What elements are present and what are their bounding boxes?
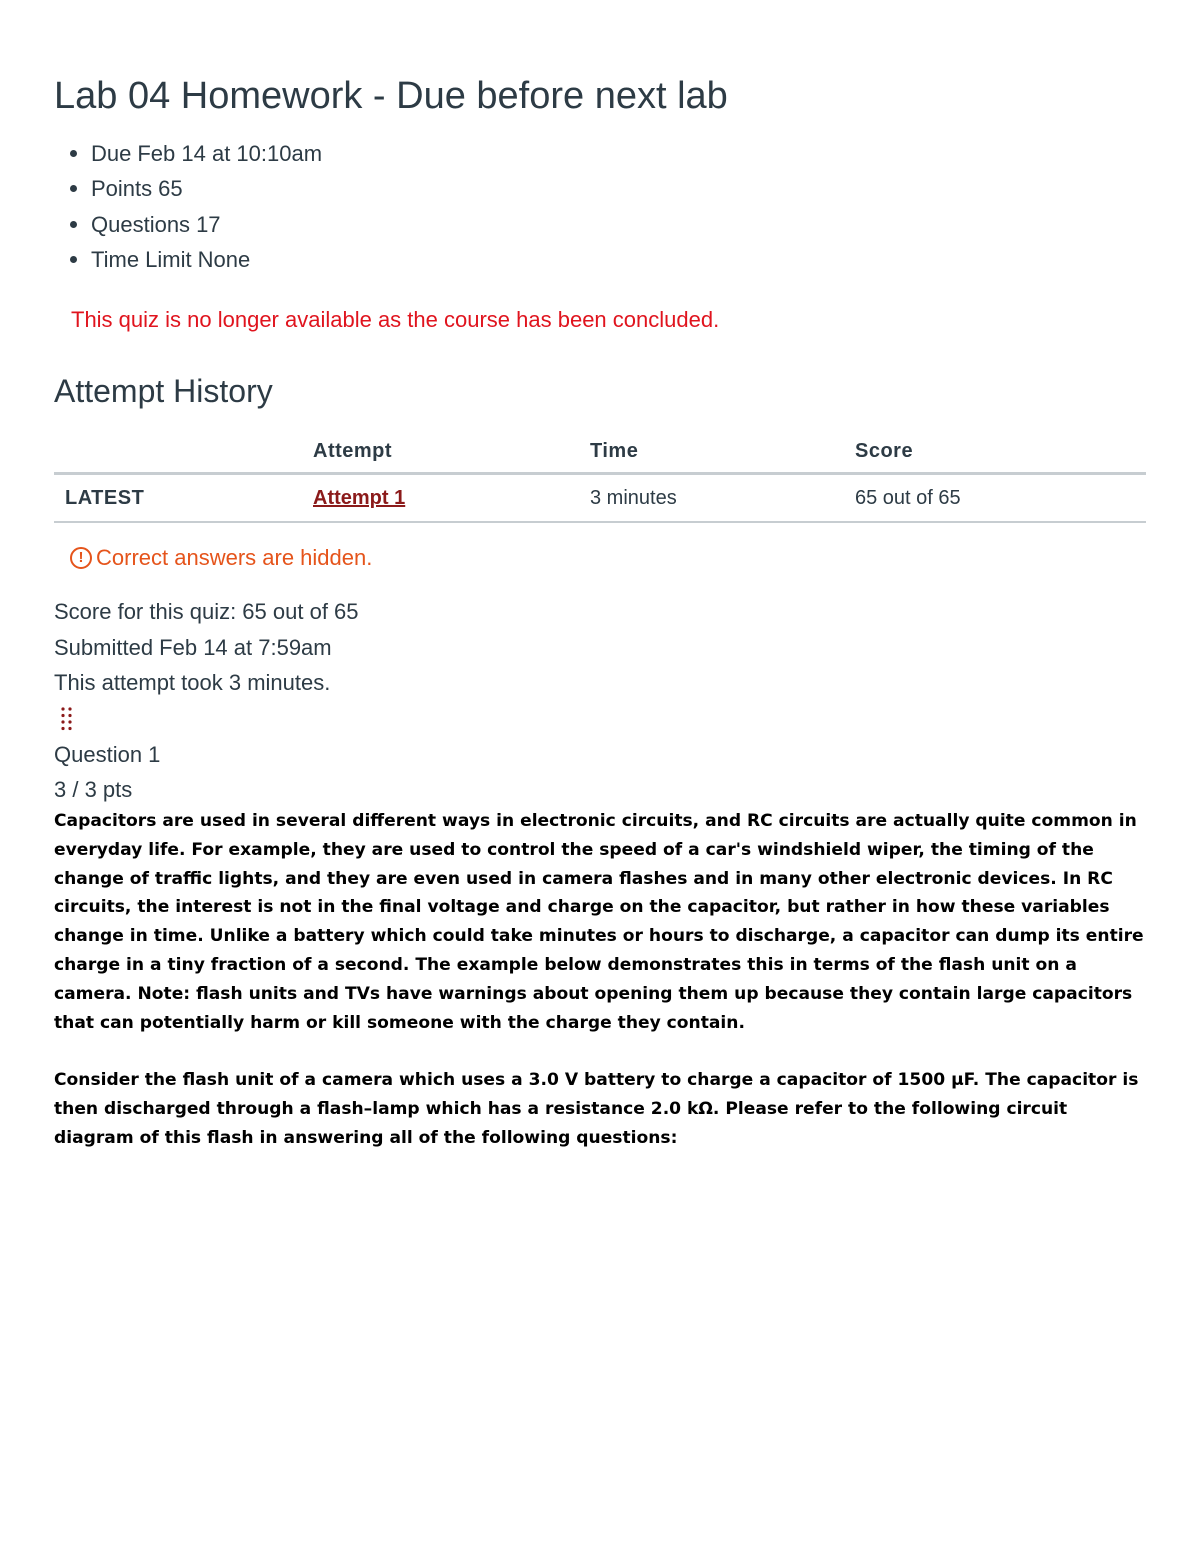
warning-circle-icon: ! [70,547,92,569]
question-text [54,807,1144,1153]
question-paragraph: Consider the flash unit of a camera which uses a 3.0 V battery to charge a capacitor of 1500 μF. The capacitor is then discharged through a flash–lamp which has a resistance 2.0 kΩ. Please refer to the following circuit diagram of this flash in answering all of the following questions: [54,1070,1139,1148]
answers-hidden-notice [70,543,372,573]
quiz-detail-time-limit [70,242,322,277]
detail-label: Points [91,176,153,202]
column-header-blank [54,430,313,474]
attempt-history-heading: Attempt History [54,373,273,409]
attempt-summary [54,596,359,703]
attempt-history-table [54,430,1146,523]
question-points: 3 / 3 pts [54,777,133,802]
quiz-details-list [70,136,322,277]
detail-label: Questions [91,211,191,237]
column-header-time: Time [590,430,855,474]
column-header-score: Score [855,430,1146,474]
attempt-1-link[interactable]: Attempt 1 [313,486,406,509]
drag-handle-icon[interactable] [60,706,74,732]
page-title: Lab 04 Homework - Due before next lab [54,75,728,117]
table-header-row [54,430,1146,474]
attempt-cell [313,474,590,523]
detail-label: Due [91,141,132,166]
detail-value: 17 [196,211,221,237]
question-title: Question 1 [54,742,161,767]
bullet-icon [70,221,77,228]
bullet-icon [70,256,77,263]
detail-value: None [197,246,251,272]
detail-label: Time Limit [91,246,192,272]
detail-value: Feb 14 at 10:10am [137,141,323,166]
detail-value: 65 [158,176,183,202]
quiz-detail-questions [70,207,322,242]
quiz-locked-message: This quiz is no longer available as the course has been concluded. [71,307,720,332]
quiz-score-text: Score for this quiz: 65 out of 65 [54,599,359,624]
column-header-attempt: Attempt [313,430,590,474]
bullet-icon [70,150,77,157]
quiz-detail-points [70,171,322,206]
submitted-text: Submitted Feb 14 at 7:59am [54,634,332,660]
table-row [54,474,1146,523]
time-cell: 3 minutes [590,474,855,523]
latest-label: LATEST [54,474,313,523]
answers-hidden-text: Correct answers are hidden. [96,545,373,570]
score-cell: 65 out of 65 [855,474,1146,523]
question-paragraph: Capacitors are used in several different ways in electronic circuits, and RC circuits are actually quite common in everyday life. For example, they are used to control the speed of a car's windshield wiper, the timing of the change of traffic lights, and they are even used in camera flashes and in many other electronic devices. In RC circuits, the interest is not in the final voltage and charge on the capacitor, but rather in how these variables change in time. Unlike a battery which could take minutes or hours to discharge, a capacitor can dump its entire charge in a tiny fraction of a second. The example below demonstrates this in terms of the flash unit on a camera. Note: flash units and TVs have warnings about opening them up because they contain large capacitors that can potentially harm or kill someone with the charge they contain. [54,811,1144,1033]
duration-text: This attempt took 3 minutes. [54,670,331,695]
bullet-icon [70,185,77,192]
quiz-detail-due [70,136,322,171]
